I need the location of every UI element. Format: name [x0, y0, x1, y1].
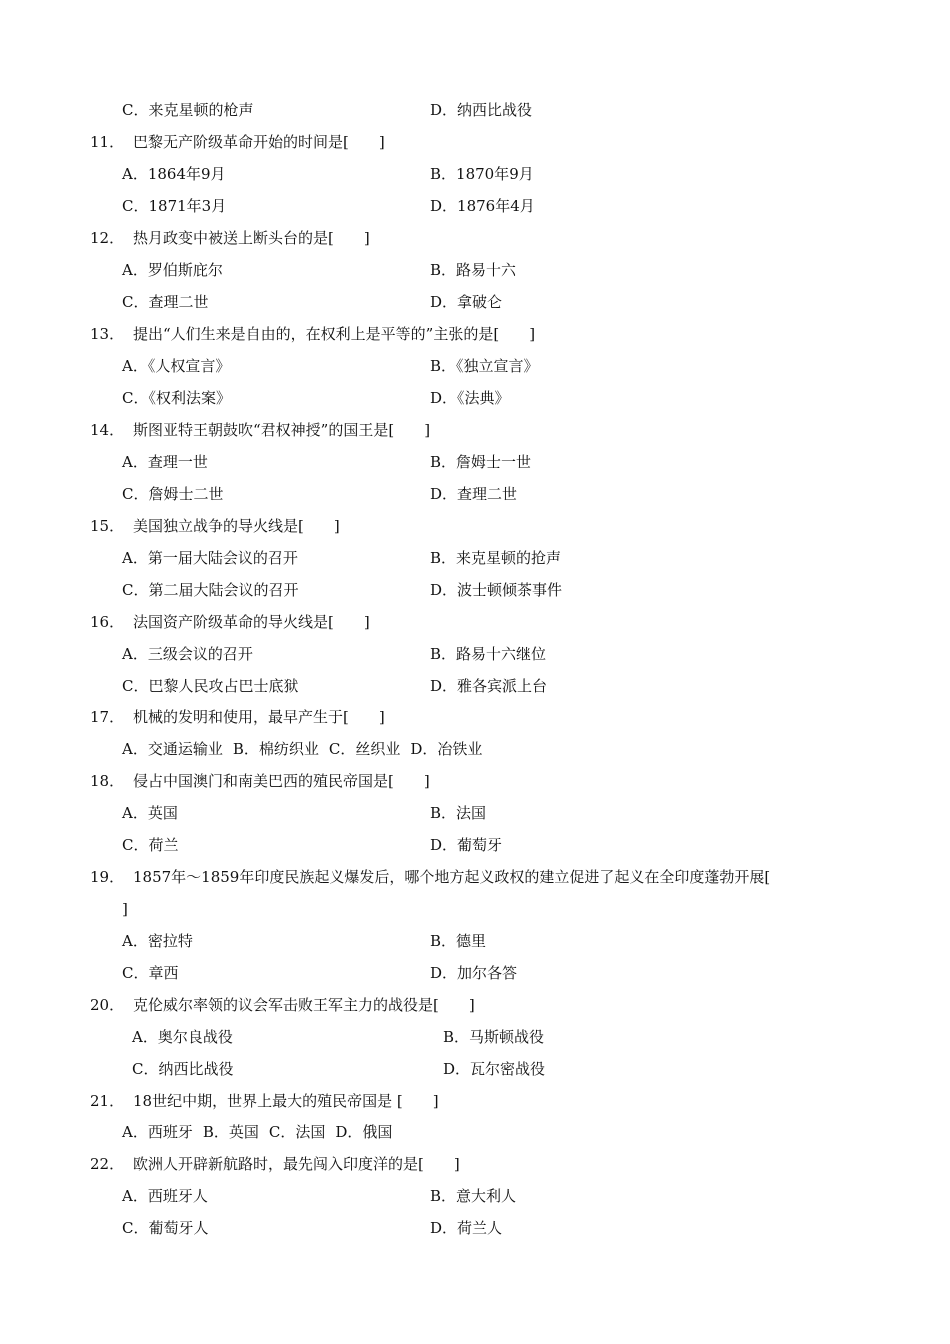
- question-12: [90, 228, 370, 248]
- option-c: C．法国: [268, 1123, 326, 1141]
- option-c: C．葡萄牙人: [122, 1219, 209, 1237]
- option-d: D．拿破仑: [430, 293, 503, 311]
- question-22: [90, 1154, 460, 1174]
- option-c: C．查理二世: [122, 293, 209, 311]
- option-c: C．第二届大陆会议的召开: [122, 581, 299, 599]
- question-16: [90, 612, 370, 632]
- option-d: D．雅各宾派上台: [430, 677, 548, 695]
- option-d: D．1876年4月: [430, 197, 535, 215]
- option-a: A．奥尔良战役: [132, 1028, 233, 1046]
- question-number: 21．: [90, 1092, 125, 1110]
- question-17: [90, 707, 385, 727]
- option-a: A．英国: [122, 804, 178, 822]
- question-text: 1857年～1859年印度民族起义爆发后，哪个地方起义政权的建立促进了起义在全印度蓬勃开展[: [133, 868, 771, 886]
- option-b: B．意大利人: [430, 1187, 517, 1205]
- option-b: B．英国: [202, 1123, 259, 1141]
- option-c: C．纳西比战役: [132, 1060, 234, 1078]
- question-number: 12．: [90, 229, 125, 247]
- question-number: 11．: [90, 133, 125, 151]
- question-text: 法国资产阶级革命的导火线是[ ]: [133, 613, 370, 631]
- option-d: D．纳西比战役: [430, 101, 533, 119]
- question-number: 15．: [90, 517, 125, 535]
- option-a: A．查理一世: [122, 453, 208, 471]
- option-a: A．西班牙人: [122, 1187, 208, 1205]
- option-c: C．丝织业: [328, 740, 401, 758]
- option-row: [122, 1122, 402, 1142]
- option-b: B．法国: [430, 804, 487, 822]
- option-c: C．巴黎人民攻占巴士底狱: [122, 677, 299, 695]
- option-d: D．俄国: [335, 1123, 393, 1141]
- option-b: B．马斯顿战役: [443, 1028, 545, 1046]
- question-text: 机械的发明和使用，最早产生于[ ]: [133, 708, 385, 726]
- option-b: B．路易十六: [430, 261, 517, 279]
- question-15: [90, 516, 340, 536]
- question-text-continued: ]: [122, 900, 128, 918]
- option-a: A．西班牙: [122, 1123, 193, 1141]
- option-row: [122, 739, 492, 759]
- question-number: 17．: [90, 708, 125, 726]
- question-number: 14．: [90, 421, 125, 439]
- option-d: D．冶铁业: [410, 740, 483, 758]
- option-a: A．密拉特: [122, 932, 193, 950]
- question-20: [90, 995, 475, 1015]
- option-b: B．来克星顿的抢声: [430, 549, 562, 567]
- option-c: C．1871年3月: [122, 197, 227, 215]
- option-b: B．《独立宣言》: [430, 357, 539, 375]
- option-d: D．查理二世: [430, 485, 518, 503]
- option-b: B．德里: [430, 932, 487, 950]
- question-text: 提出“人们生来是自由的，在权利上是平等的”主张的是[ ]: [133, 325, 536, 343]
- option-a: A．交通运输业: [122, 740, 223, 758]
- question-text: 克伦威尔率领的议会军击败王军主力的战役是[ ]: [133, 996, 475, 1014]
- option-c: C．《权利法案》: [122, 389, 231, 407]
- option-a: A．第一届大陆会议的召开: [122, 549, 298, 567]
- question-text: 侵占中国澳门和南美巴西的殖民帝国是[ ]: [133, 772, 430, 790]
- option-c: C．章西: [122, 964, 179, 982]
- option-d: D．瓦尔密战役: [443, 1060, 546, 1078]
- question-number: 13．: [90, 325, 125, 343]
- question-text: 美国独立战争的导火线是[ ]: [133, 517, 340, 535]
- option-a: A．罗伯斯庇尔: [122, 261, 223, 279]
- question-14: [90, 420, 430, 440]
- question-text: 巴黎无产阶级革命开始的时间是[ ]: [133, 133, 385, 151]
- option-a: A．《人权宣言》: [122, 357, 231, 375]
- question-number: 22．: [90, 1155, 125, 1173]
- option-c: C．来克星顿的枪声: [122, 101, 254, 119]
- option-d: D．葡萄牙: [430, 836, 503, 854]
- question-text: 斯图亚特王朝鼓吹“君权神授”的国王是[ ]: [133, 421, 431, 439]
- question-21: [90, 1091, 439, 1111]
- question-number: 20．: [90, 996, 125, 1014]
- option-c: C．荷兰: [122, 836, 179, 854]
- option-b: B．詹姆士一世: [430, 453, 532, 471]
- question-19: [90, 867, 770, 887]
- question-11: [90, 132, 385, 152]
- question-text: 热月政变中被送上断头台的是[ ]: [133, 229, 370, 247]
- option-b: B．棉纺织业: [232, 740, 319, 758]
- question-18: [90, 771, 430, 791]
- question-number: 18．: [90, 772, 125, 790]
- option-a: A．1864年9月: [122, 165, 226, 183]
- question-text: 18世纪中期，世界上最大的殖民帝国是 [ ]: [133, 1092, 439, 1110]
- question-13: [90, 324, 535, 344]
- option-b: B．路易十六继位: [430, 645, 547, 663]
- option-d: D．荷兰人: [430, 1219, 503, 1237]
- option-c: C．詹姆士二世: [122, 485, 224, 503]
- option-d: D．波士顿倾茶事件: [430, 581, 563, 599]
- option-d: D．《法典》: [430, 389, 510, 407]
- question-number: 16．: [90, 613, 125, 631]
- option-d: D．加尔各答: [430, 964, 518, 982]
- question-number: 19．: [90, 868, 125, 886]
- option-a: A．三级会议的召开: [122, 645, 253, 663]
- option-b: B．1870年9月: [430, 165, 534, 183]
- question-text: 欧洲人开辟新航路时，最先闯入印度洋的是[ ]: [133, 1155, 460, 1173]
